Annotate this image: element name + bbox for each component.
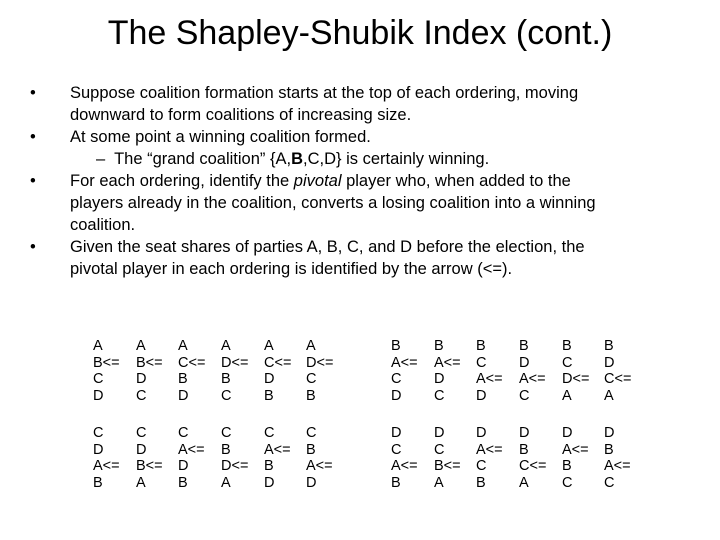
bullet-text: Given the seat shares of parties A, B, C, and D before the election, the <box>70 238 585 256</box>
ordering-entry: C <box>604 474 615 491</box>
ordering-entry: B<= <box>136 354 163 371</box>
ordering-entry: C <box>476 354 487 371</box>
ordering-entry: C <box>306 425 317 441</box>
bullet-2 <box>30 126 690 148</box>
ordering-entry: B <box>604 441 614 458</box>
ordering-column <box>519 338 546 404</box>
ordering-entry: D <box>93 441 104 458</box>
ordering-column <box>306 338 333 404</box>
bullet-text: For each ordering, identify the <box>70 172 294 190</box>
ordering-entry: A <box>604 387 614 404</box>
ordering-column <box>434 338 461 404</box>
ordering-entry: D<= <box>221 458 249 474</box>
bullet-text-italic: pivotal <box>293 172 342 190</box>
ordering-entry: C <box>306 371 317 387</box>
ordering-entry: D <box>476 425 487 441</box>
ordering-column <box>136 338 163 404</box>
ordering-entry: B <box>221 441 231 458</box>
ordering-column <box>476 338 503 404</box>
ordering-entry: A <box>264 338 274 354</box>
sub-text-bold: B <box>291 150 303 168</box>
ordering-column <box>93 338 120 404</box>
ordering-entry: C <box>136 387 147 404</box>
ordering-entry: C<= <box>519 458 547 474</box>
ordering-entry: B <box>434 338 444 354</box>
bullet-3 <box>30 170 690 236</box>
ordering-entry: A <box>306 338 316 354</box>
ordering-column <box>562 338 589 404</box>
ordering-entry: A<= <box>178 441 205 458</box>
ordering-entry: C <box>221 425 232 441</box>
bullet-text: pivotal player in each ordering is identified by the arrow (<=). <box>70 260 513 278</box>
ordering-entry: B <box>562 338 572 354</box>
ordering-entry: A <box>434 474 444 491</box>
ordering-entry: B <box>264 458 274 474</box>
bullet-text: Suppose coalition formation starts at the top of each ordering, moving <box>70 84 579 102</box>
ordering-entry: C <box>562 354 573 371</box>
dash-icon: – <box>96 150 106 168</box>
ordering-entry: D<= <box>562 371 590 387</box>
ordering-entry: A<= <box>562 441 589 458</box>
ordering-entry: B <box>178 474 188 491</box>
ordering-entry: D <box>519 354 530 371</box>
ordering-entry: D <box>264 371 275 387</box>
ordering-entry: D <box>434 371 445 387</box>
ordering-column <box>221 338 248 404</box>
ordering-entry: A<= <box>476 441 503 458</box>
bullet-icon: • <box>30 238 36 256</box>
ordering-column <box>519 425 546 491</box>
ordering-column <box>306 425 333 491</box>
bullet-icon: • <box>30 128 36 146</box>
ordering-entry: D <box>391 425 402 441</box>
ordering-entry: B<= <box>93 354 120 371</box>
bullet-icon: • <box>30 84 36 102</box>
ordering-entry: B <box>264 387 274 404</box>
bullet-text: players already in the coalition, converts a losing coalition into a winning <box>70 194 596 212</box>
ordering-entry: D <box>136 371 147 387</box>
ordering-entry: B <box>178 371 188 387</box>
ordering-entry: D <box>434 425 445 441</box>
ordering-entry: A<= <box>434 354 461 371</box>
ordering-entry: B <box>562 458 572 474</box>
ordering-entry: A<= <box>264 441 291 458</box>
sub-bullet <box>30 148 690 170</box>
ordering-entry: D <box>306 474 317 491</box>
ordering-entry: B <box>306 441 316 458</box>
ordering-entry: A<= <box>604 458 631 474</box>
ordering-entry: B <box>604 338 614 354</box>
ordering-column <box>604 425 631 491</box>
bullet-icon: • <box>30 172 36 190</box>
ordering-column <box>391 338 418 404</box>
slide-title: The Shapley-Shubik Index (cont.) <box>107 14 613 52</box>
bullet-text: downward to form coalitions of increasing size. <box>70 106 412 124</box>
ordering-entry: A <box>221 474 231 491</box>
ordering-entry: D <box>178 458 189 474</box>
ordering-entry: C<= <box>264 354 292 371</box>
ordering-entry: B <box>519 338 529 354</box>
ordering-entry: A <box>136 474 146 491</box>
ordering-entry: C <box>178 425 189 441</box>
ordering-entry: C <box>391 441 402 458</box>
ordering-entry: C <box>93 371 104 387</box>
ordering-entry: D<= <box>221 354 249 371</box>
ordering-entry: B<= <box>136 458 163 474</box>
ordering-entry: C <box>391 371 402 387</box>
ordering-entry: C <box>136 425 147 441</box>
ordering-entry: A<= <box>93 458 120 474</box>
ordering-entry: A<= <box>519 371 546 387</box>
ordering-entry: A <box>178 338 188 354</box>
ordering-column <box>93 425 120 491</box>
ordering-entry: A <box>221 338 231 354</box>
ordering-entry: D <box>476 387 487 404</box>
ordering-entry: C <box>434 387 445 404</box>
ordering-column <box>264 425 291 491</box>
ordering-column <box>562 425 589 491</box>
ordering-entry: B <box>221 371 231 387</box>
ordering-entry: B <box>391 338 401 354</box>
ordering-entry: A<= <box>391 354 418 371</box>
ordering-entry: C <box>519 387 530 404</box>
ordering-entry: A<= <box>476 371 503 387</box>
ordering-entry: C <box>221 387 232 404</box>
bullet-1 <box>30 82 690 126</box>
ordering-entry: B <box>391 474 401 491</box>
ordering-entry: B <box>306 387 316 404</box>
ordering-entry: A<= <box>306 458 333 474</box>
ordering-entry: D <box>264 474 275 491</box>
bullet-list <box>30 82 690 280</box>
sub-text: ,C,D} is certainly winning. <box>303 150 490 168</box>
ordering-entry: C <box>264 425 275 441</box>
ordering-entry: A <box>519 474 529 491</box>
ordering-entry: A <box>562 387 572 404</box>
ordering-entry: D <box>93 387 104 404</box>
ordering-column <box>434 425 461 491</box>
ordering-column <box>178 425 205 491</box>
ordering-entry: D <box>391 387 402 404</box>
bullet-text: At some point a winning coalition formed. <box>70 128 371 146</box>
ordering-entry: D <box>604 425 615 441</box>
bullet-text: coalition. <box>70 216 136 234</box>
ordering-entry: B <box>476 338 486 354</box>
bullet-text: player who, when added to the <box>341 172 571 190</box>
ordering-entry: B <box>476 474 486 491</box>
ordering-entry: D <box>562 425 573 441</box>
ordering-entry: D <box>519 425 530 441</box>
sub-text: The “grand coalition” {A, <box>114 150 292 168</box>
ordering-entry: A <box>136 338 146 354</box>
ordering-column <box>221 425 248 491</box>
bullet-4 <box>30 236 690 280</box>
ordering-entry: D <box>136 441 147 458</box>
ordering-entry: C <box>476 458 487 474</box>
ordering-column <box>604 338 631 404</box>
ordering-column <box>476 425 503 491</box>
ordering-entry: C <box>562 474 573 491</box>
ordering-entry: A <box>93 338 103 354</box>
ordering-entry: B <box>519 441 529 458</box>
ordering-entry: B<= <box>434 458 461 474</box>
ordering-column <box>178 338 205 404</box>
ordering-entry: C<= <box>178 354 206 371</box>
ordering-entry: C <box>93 425 104 441</box>
ordering-entry: C<= <box>604 371 632 387</box>
ordering-column <box>391 425 418 491</box>
ordering-entry: C <box>434 441 445 458</box>
ordering-entry: D <box>604 354 615 371</box>
ordering-column <box>264 338 291 404</box>
ordering-entry: B <box>93 474 103 491</box>
ordering-entry: A<= <box>391 458 418 474</box>
ordering-column <box>136 425 163 491</box>
ordering-entry: D <box>178 387 189 404</box>
ordering-entry: D<= <box>306 354 334 371</box>
